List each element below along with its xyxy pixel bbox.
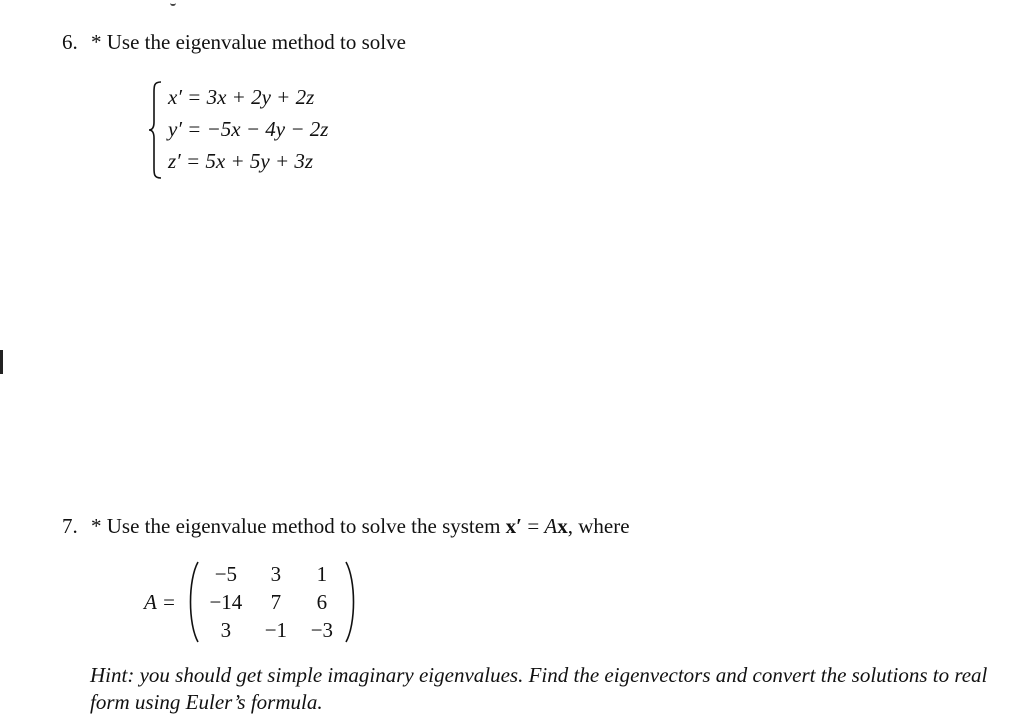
problem-6-heading [62, 30, 406, 55]
vector-x-prime: x′ [505, 514, 523, 538]
problem-6-number: 6. [62, 30, 78, 54]
left-paren-icon [186, 560, 200, 644]
matrix-a [144, 560, 358, 644]
problem-7-number: 7. [62, 514, 78, 538]
matrix-cell: −5 [214, 561, 238, 586]
problem-7-statement: * Use the eigenvalue method to solve the system [91, 514, 501, 538]
matrix-cell: 7 [270, 589, 282, 614]
statement-suffix: , where [567, 514, 630, 538]
matrix-cell: −1 [264, 617, 288, 642]
equation-system [148, 80, 328, 180]
hint-text: Hint: you should get simple imaginary eigenvalues. Find the eigenvectors and convert the solutions to real form using Euler’s formula. [90, 663, 988, 714]
matrix-cell: 3 [220, 617, 232, 642]
problem-7-heading [62, 514, 630, 539]
equation-x: x′ = 3x + 2y + 2z [168, 85, 315, 109]
equation-y: y′ = −5x − 4y − 2z [168, 117, 329, 141]
matrix-cell: 1 [316, 561, 328, 586]
matrix-cell: −3 [310, 617, 334, 642]
matrix-cell: 6 [316, 589, 328, 614]
equation-z: z′ = 5x + 5y + 3z [168, 149, 314, 173]
page-margin-bar [0, 350, 3, 374]
matrix-label: A = [144, 589, 176, 614]
matrix-symbol-a: A [544, 514, 558, 538]
left-brace-icon [148, 80, 162, 180]
matrix-cell: −14 [209, 589, 243, 614]
problem-6-statement: * Use the eigenvalue method to solve [91, 30, 406, 54]
vector-x: x [557, 514, 568, 538]
equals-sign: = [522, 514, 545, 538]
right-paren-icon [344, 560, 358, 644]
page-edge-mark [170, 0, 176, 6]
matrix-cell: 3 [270, 561, 282, 586]
